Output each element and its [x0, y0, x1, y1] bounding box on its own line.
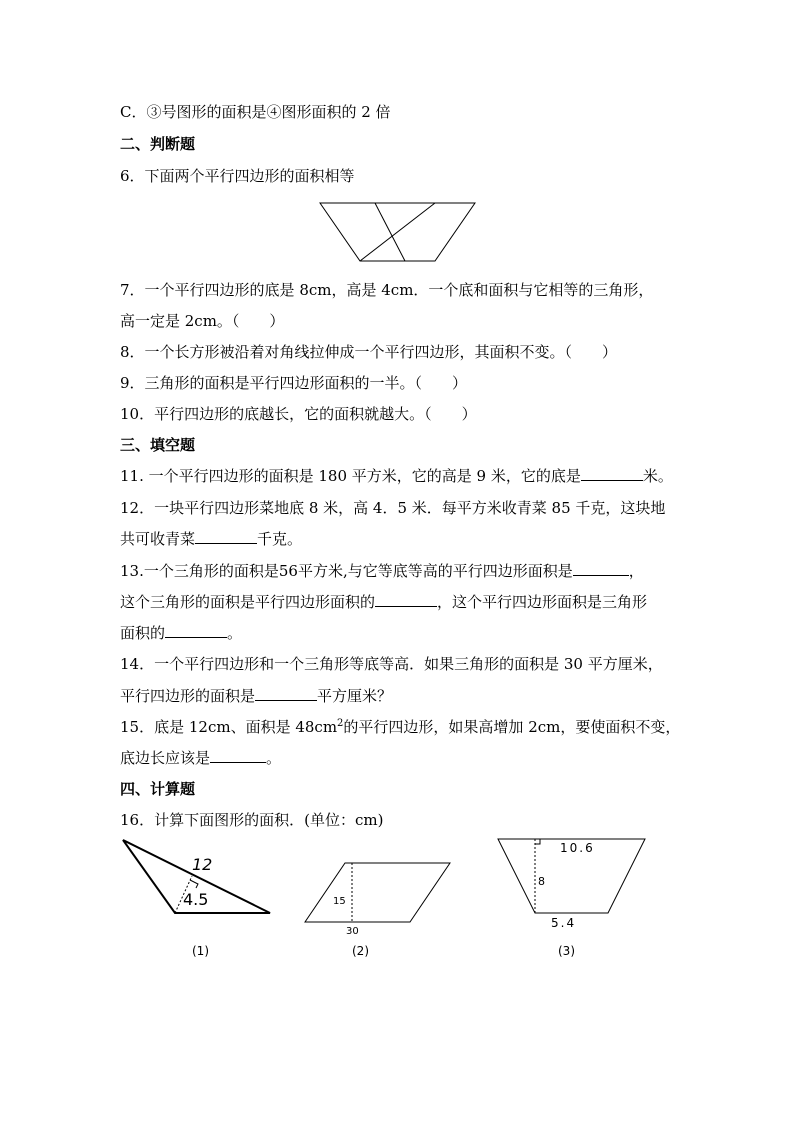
trapezoid-top-label: 10.6	[560, 841, 595, 855]
question-13-period: 。	[227, 624, 243, 642]
question-13-text-a: 13.一个三角形的面积是56平方米,与它等底等高的平行四边形面积是	[120, 562, 573, 580]
question-7-line2: 高一定是 2cm。（ ）	[120, 312, 285, 330]
question-13-text-c: ，这个平行四边形面积是三角形	[437, 593, 648, 611]
question-13-line1	[120, 561, 644, 581]
parallelogram-base-label: 30	[346, 926, 359, 937]
figure-1-caption: (1)	[192, 944, 209, 958]
question-13-line3	[120, 623, 242, 643]
question-15-text-a: 15．底是 12cm、面积是 48cm	[120, 718, 338, 736]
question-14-text: 平行四边形的面积是	[120, 687, 256, 705]
answer-blank[interactable]	[165, 623, 227, 638]
question-11	[120, 466, 673, 486]
trapezoid-figure	[495, 835, 655, 935]
question-9: 9．三角形的面积是平行四边形面积的一半。（ ）	[120, 374, 468, 392]
superscript: 2	[337, 718, 344, 729]
question-15-line2	[120, 748, 281, 768]
question-12-unit: 千克。	[257, 530, 303, 548]
question-12-text: 共可收青菜	[120, 530, 196, 548]
parallelograms-figure	[315, 198, 480, 264]
question-15-period: 。	[266, 749, 282, 767]
question-7-line1: 7．一个平行四边形的底是 8cm，高是 4cm．一个底和面积与它相等的三角形，	[120, 281, 654, 299]
figure-2-caption: (2)	[352, 944, 369, 958]
question-11-text: 11. 一个平行四边形的面积是 180 平方米，它的高是 9 米，它的底是	[120, 467, 581, 485]
parallelogram-height-label: 15	[333, 896, 346, 907]
question-13-line2	[120, 592, 647, 612]
question-12-line2	[120, 529, 302, 549]
question-14-line1: 14．一个平行四边形和一个三角形等底等高．如果三角形的面积是 30 平方厘米，	[120, 655, 663, 673]
question-15-line1	[120, 717, 680, 737]
question-8: 8．一个长方形被沿着对角线拉伸成一个平行四边形，其面积不变。（ ）	[120, 343, 618, 361]
section-fill-heading: 三、填空题	[120, 436, 196, 454]
question-10: 10．平行四边形的底越长，它的面积就越大。（ ）	[120, 405, 477, 423]
trapezoid-height-label: 8	[538, 875, 545, 888]
question-13-text-d: 面积的	[120, 624, 166, 642]
section-calc-heading: 四、计算题	[120, 780, 196, 798]
answer-blank[interactable]	[195, 529, 257, 544]
question-11-unit: 米。	[642, 467, 673, 485]
answer-blank[interactable]	[375, 592, 437, 607]
answer-blank[interactable]	[255, 686, 317, 701]
question-14-unit: 平方厘米？	[317, 687, 393, 705]
question-6: 6．下面两个平行四边形的面积相等	[120, 167, 355, 185]
answer-blank[interactable]	[573, 561, 629, 576]
section-judgement-heading: 二、判断题	[120, 135, 196, 153]
figure-3-caption: (3)	[558, 944, 575, 958]
question-15-text-c: 底边长应该是	[120, 749, 211, 767]
answer-blank[interactable]	[581, 466, 643, 481]
parallelogram-figure	[300, 858, 455, 938]
triangle-height-label: 4.5	[183, 890, 209, 909]
answer-blank[interactable]	[210, 748, 266, 763]
question-14-line2	[120, 686, 392, 706]
trapezoid-bottom-label: 5.4	[551, 916, 577, 930]
option-c: C．③号图形的面积是④图形面积的 2 倍	[120, 103, 391, 121]
question-15-text-b: 的平行四边形，如果高增加 2cm，要使面积不变，	[343, 718, 681, 736]
triangle-figure	[120, 835, 280, 920]
question-13-text-b: 这个三角形的面积是平行四边形面积的	[120, 593, 376, 611]
question-13-comma: ，	[628, 562, 644, 580]
question-16: 16．计算下面图形的面积．(单位：cm)	[120, 811, 384, 829]
question-12-line1: 12．一块平行四边形菜地底 8 米，高 4．5 米．每平方米收青菜 85 千克，这块地	[120, 499, 666, 517]
triangle-base-label: 12	[192, 855, 213, 874]
